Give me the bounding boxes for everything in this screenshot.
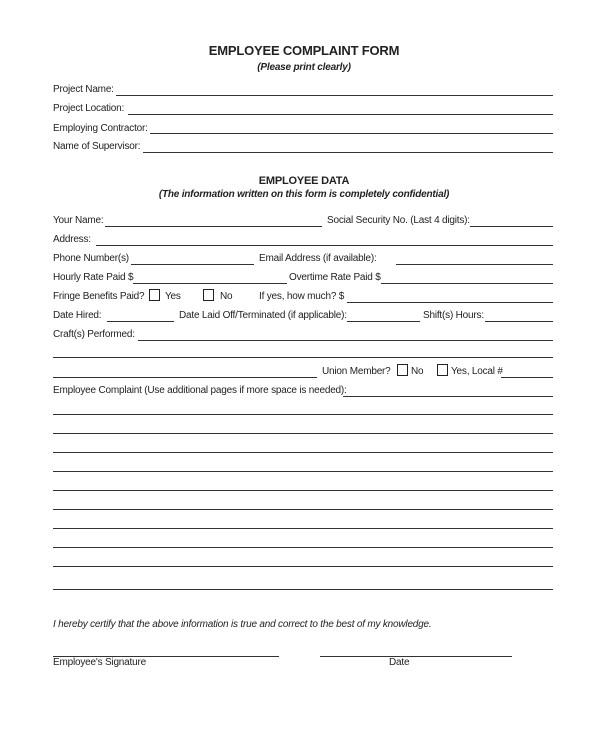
email-label: Email Address (if available):	[259, 253, 377, 264]
overtime-rate-label: Overtime Rate Paid $	[289, 272, 381, 283]
fringe-amount-label: If yes, how much? $	[259, 291, 345, 302]
address-field[interactable]	[96, 245, 553, 246]
employing-contractor-field[interactable]	[150, 133, 553, 134]
project-location-field[interactable]	[128, 114, 553, 115]
overtime-rate-field[interactable]	[381, 283, 553, 284]
address-label: Address:	[53, 234, 91, 245]
complaint-line[interactable]	[53, 471, 553, 472]
complaint-line[interactable]	[53, 566, 553, 567]
fringe-no-label: No	[220, 291, 233, 302]
date-hired-label: Date Hired:	[53, 310, 102, 321]
your-name-label: Your Name:	[53, 215, 104, 226]
supervisor-label: Name of Supervisor:	[53, 141, 141, 152]
phone-label: Phone Number(s)	[53, 253, 129, 264]
complaint-line[interactable]	[53, 589, 553, 590]
fringe-yes-label: Yes	[165, 291, 181, 302]
complaint-line[interactable]	[53, 433, 553, 434]
certification-statement: I hereby certify that the above information is true and correct to the best of my knowledge.	[53, 619, 432, 630]
craft-performed-label: Craft(s) Performed:	[53, 329, 135, 340]
shift-hours-label: Shift(s) Hours:	[423, 310, 484, 321]
ssn-field[interactable]	[470, 226, 553, 227]
union-local-field[interactable]	[501, 377, 553, 378]
project-name-label: Project Name:	[53, 84, 114, 95]
date-field[interactable]	[320, 656, 512, 657]
employing-contractor-label: Employing Contractor:	[53, 123, 148, 134]
complaint-line[interactable]	[53, 547, 553, 548]
form-title: EMPLOYEE COMPLAINT FORM	[208, 43, 400, 58]
date-laid-off-field[interactable]	[347, 321, 420, 322]
your-name-field[interactable]	[105, 226, 322, 227]
project-location-label: Project Location:	[53, 103, 125, 114]
complaint-line[interactable]	[53, 414, 553, 415]
date-label: Date	[389, 657, 410, 668]
fringe-benefits-label: Fringe Benefits Paid?	[53, 291, 145, 302]
fringe-amount-field[interactable]	[347, 302, 553, 303]
craft-performed-field-line-3[interactable]	[53, 377, 317, 378]
complaint-line[interactable]	[53, 528, 553, 529]
craft-performed-field-line-2[interactable]	[53, 357, 553, 358]
date-laid-off-label: Date Laid Off/Terminated (if applicable):	[179, 310, 347, 321]
date-hired-field[interactable]	[107, 321, 174, 322]
fringe-yes-checkbox[interactable]	[149, 289, 160, 301]
hourly-rate-label: Hourly Rate Paid $	[53, 272, 134, 283]
union-no-label: No	[411, 366, 424, 377]
union-no-checkbox[interactable]	[397, 364, 408, 376]
supervisor-field[interactable]	[143, 152, 553, 153]
craft-performed-field[interactable]	[138, 340, 553, 341]
signature-label: Employee's Signature	[53, 657, 146, 668]
email-field[interactable]	[396, 264, 553, 265]
employee-data-heading: EMPLOYEE DATA	[258, 175, 350, 187]
phone-field[interactable]	[131, 264, 254, 265]
union-yes-checkbox[interactable]	[437, 364, 448, 376]
form-subtitle: (Please print clearly)	[257, 62, 351, 73]
shift-hours-field[interactable]	[485, 321, 553, 322]
union-member-label: Union Member?	[322, 366, 391, 377]
complaint-line[interactable]	[53, 509, 553, 510]
fringe-no-checkbox[interactable]	[203, 289, 214, 301]
ssn-label: Social Security No. (Last 4 digits):	[327, 215, 470, 226]
complaint-line[interactable]	[53, 490, 553, 491]
complaint-field[interactable]	[343, 396, 553, 397]
hourly-rate-field[interactable]	[133, 283, 287, 284]
project-name-field[interactable]	[116, 95, 553, 96]
complaint-line[interactable]	[53, 452, 553, 453]
complaint-label: Employee Complaint (Use additional pages if more space is needed):	[53, 385, 347, 396]
union-yes-label: Yes, Local #	[451, 366, 503, 377]
employee-data-subtitle: (The information written on this form is completely confidential)	[158, 189, 450, 200]
